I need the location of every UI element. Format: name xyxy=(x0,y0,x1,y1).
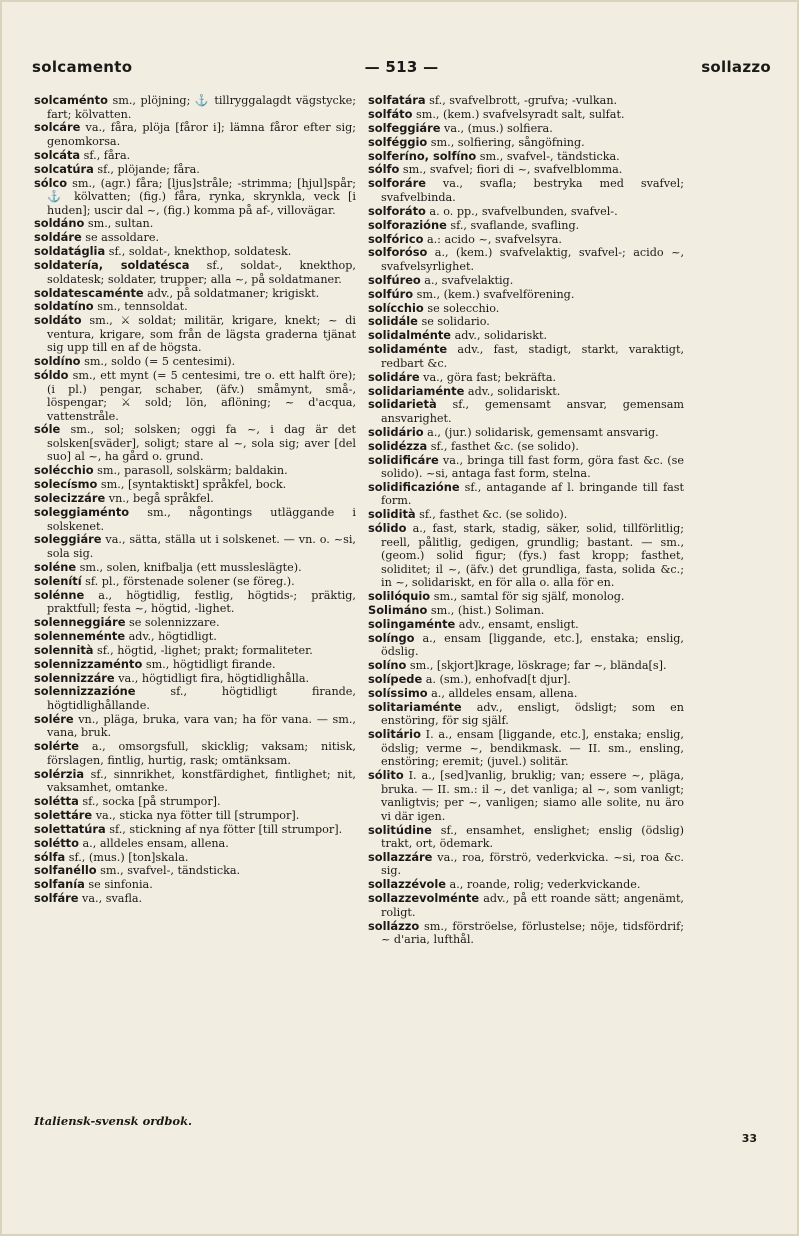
entry-headword: solétto xyxy=(34,835,79,850)
dictionary-entry xyxy=(34,245,356,259)
dictionary-entry xyxy=(34,575,356,589)
entry-definition: sm., (hist.) Soliman. xyxy=(427,604,545,618)
dictionary-entry xyxy=(368,246,684,273)
entry-headword: solérzia xyxy=(34,766,85,781)
entry-definition: sm., ⚔ soldat; militär, krigare, knekt; ~ di ventura, krigare, som från de lägsta graderna tjänat sig upp till en af de högsta. xyxy=(47,314,356,355)
entry-definition: sm., högtidligt firande. xyxy=(142,657,276,671)
entry-headword: solfúro xyxy=(368,286,414,301)
dictionary-entry xyxy=(368,385,684,399)
entry-definition: adv., ensligt, ödsligt; som en enstöring, för sig själf. xyxy=(381,700,684,728)
entry-definition: va., fåra, plöja [fåror i]; lämna fåror efter sig; genomkorsa. xyxy=(47,121,356,148)
dictionary-entry xyxy=(368,618,684,632)
dictionary-entry xyxy=(368,150,684,164)
dictionary-entry xyxy=(368,371,684,385)
entry-headword: solingaménte xyxy=(368,616,456,631)
entry-definition: sf., högtidligt firande, högtidlighållande. xyxy=(47,685,356,712)
entry-headword: solfeggiáre xyxy=(368,120,441,135)
dictionary-entry xyxy=(368,108,684,122)
entry-definition: sf., fasthet &c. (se solido). xyxy=(427,439,579,453)
entry-headword: solforáre xyxy=(368,176,426,191)
dictionary-entry xyxy=(368,673,684,687)
entry-headword: solíngo xyxy=(368,630,415,645)
entry-headword: solcáta xyxy=(34,147,81,162)
entry-headword: soldáto xyxy=(34,313,82,328)
entry-definition: sm., förströelse, förlustelse; nöje, tidsfördrif; ~ d'aria, lufthål. xyxy=(381,919,684,947)
entry-headword: solidále xyxy=(368,314,418,329)
entry-definition: sm., samtal för sig själf, monolog. xyxy=(430,590,625,604)
entry-headword: solennizzazióne xyxy=(34,684,136,699)
header-right-guideword: sollazzo xyxy=(701,58,771,76)
dictionary-entry xyxy=(34,94,356,121)
entry-definition: va., sticka nya fötter till [strumpor]. xyxy=(92,808,300,822)
entry-headword: solidarietà xyxy=(368,397,437,412)
entry-headword: soldatería, soldatésca xyxy=(34,258,190,273)
entry-headword: solitário xyxy=(368,727,421,742)
dictionary-entry xyxy=(34,177,356,218)
entry-headword: solidaménte xyxy=(368,342,448,357)
entry-definition: se solidario. xyxy=(417,315,490,329)
entry-headword: solféggio xyxy=(368,134,428,149)
dictionary-entry xyxy=(34,616,356,630)
entry-definition: a. (sm.), enhofvad[t djur]. xyxy=(422,673,571,687)
dictionary-entry xyxy=(368,824,684,851)
entry-headword: solitúdine xyxy=(368,822,432,837)
dictionary-entry xyxy=(34,149,356,163)
entry-definition: a.: acido ~, svafvelsyra. xyxy=(423,232,562,246)
entry-headword: sólito xyxy=(368,768,404,783)
entry-headword: sollazzáre xyxy=(368,849,433,864)
dictionary-entry xyxy=(34,231,356,245)
entry-headword: sóle xyxy=(34,422,61,437)
dictionary-entry xyxy=(368,701,684,728)
entry-definition: se sinfonia. xyxy=(84,878,153,892)
entry-headword: solenneggiáre xyxy=(34,614,126,629)
running-header xyxy=(32,58,771,82)
entry-definition: a., svafvelaktig. xyxy=(420,273,514,287)
dictionary-entry xyxy=(368,604,684,618)
entry-headword: solidézza xyxy=(368,438,428,453)
entry-definition: sm., (agr.) fåra; [ljus]stråle; -strimma; [hjul]spår; ⚓ kölvatten; (fig.) fåra, rynka, skrynkla, veck [i huden]; uscir dal ~, (fig.) komma på af-, villovägar. xyxy=(47,176,356,217)
entry-definition: adv., högtidligt. xyxy=(125,629,217,643)
entry-definition: sf., fasthet &c. (se solido). xyxy=(415,508,568,522)
dictionary-entry xyxy=(368,122,684,136)
entry-headword: solferíno, solfíno xyxy=(368,148,477,163)
entry-definition: sm., sol; solsken; oggi fa ~, i dag är det solsken[sväder], soligt; stare al ~, sola sig; aver [del suo] al ~, ha gård o. grund. xyxy=(47,423,356,464)
dictionary-entry xyxy=(368,426,684,440)
entry-definition: sm., solfiering, sångöfning. xyxy=(427,135,585,149)
dictionary-entry xyxy=(34,685,356,712)
entry-definition: adv., på soldatmaner; krigiskt. xyxy=(143,286,320,300)
dictionary-entry xyxy=(368,177,684,204)
entry-headword: solénne xyxy=(34,587,85,602)
dictionary-entry xyxy=(34,464,356,478)
entry-headword: solenneménte xyxy=(34,628,126,643)
entry-definition: a. o. pp., svafvelbunden, svafvel-. xyxy=(425,204,618,218)
dictionary-entry xyxy=(34,369,356,423)
dictionary-entry xyxy=(34,644,356,658)
entry-headword: solfáre xyxy=(34,891,79,906)
entry-headword: solenítí xyxy=(34,573,82,588)
entry-headword: solcaménto xyxy=(34,93,108,107)
dictionary-entry xyxy=(368,205,684,219)
entry-definition: adv., ensamt, ensligt. xyxy=(455,617,579,631)
dictionary-entry xyxy=(34,823,356,837)
entry-headword: sólfo xyxy=(368,162,400,177)
dictionary-entry xyxy=(34,492,356,506)
entry-definition: sm., sultan. xyxy=(84,217,154,231)
entry-definition: I. a., ensam [liggande, etc.], enstaka; enslig, ödslig; verme ~, bendikmask. — II. sm., ensling, enstöring; eremit; (juvel.) solitär. xyxy=(381,728,684,769)
entry-headword: solíssimo xyxy=(368,686,428,700)
entry-definition: sm., någontings utläggande i solskenet. xyxy=(47,506,356,533)
entry-definition: va., bringa till fast form, göra fast &c. (se solido). ~si, antaga fast form, stelna. xyxy=(381,453,684,481)
entry-definition: sm., [skjort]krage, löskrage; far ~, blända[s]. xyxy=(406,659,667,673)
entry-headword: solidità xyxy=(368,507,416,522)
entry-headword: soldatáglia xyxy=(34,244,106,259)
dictionary-entry xyxy=(34,713,356,740)
entry-headword: soldíno xyxy=(34,354,81,369)
entry-definition: sf., sinnrikhet, konstfärdighet, fintlighet; nit, vaksamhet, omtanke. xyxy=(47,767,356,795)
dictionary-entry xyxy=(368,878,684,892)
dictionary-entry xyxy=(34,809,356,823)
dictionary-entry xyxy=(368,136,684,150)
entry-headword: sólido xyxy=(368,521,407,536)
entry-definition: va., roa, förströ, vederkvicka. ~si, roa &c. sig. xyxy=(381,850,684,878)
entry-headword: sollázzo xyxy=(368,918,420,933)
entry-headword: solfanía xyxy=(34,877,85,892)
entry-definition: a., omsorgsfull, skicklig; vaksam; nitisk, förslagen, fintlig, hurtig, rask; omtänksam. xyxy=(47,740,356,767)
entry-headword: solfatára xyxy=(368,93,426,107)
entry-definition: sm., svafvel-, tändsticka. xyxy=(476,149,620,163)
dictionary-entry xyxy=(34,837,356,851)
dictionary-entry xyxy=(34,506,356,533)
entry-definition: sf., (mus.) [ton]skala. xyxy=(65,850,189,864)
entry-definition: adv., solidariskt. xyxy=(451,329,548,343)
entry-definition: sm., tennsoldat. xyxy=(93,300,188,314)
dictionary-entry xyxy=(368,94,684,108)
dictionary-entry xyxy=(368,508,684,522)
entry-headword: Solimáno xyxy=(368,603,428,618)
dictionary-entry xyxy=(34,589,356,616)
entry-headword: solidariaménte xyxy=(368,383,465,398)
signature-mark: 33 xyxy=(741,1132,757,1145)
entry-definition: a., ensam [liggande, etc.], enstaka; enslig, ödslig. xyxy=(381,631,684,659)
entry-definition: vn., pläga, bruka, vara van; ha för vana. — sm., vana, bruk. xyxy=(47,712,356,740)
footer-book-title: Italiensk-svensk ordbok. xyxy=(34,1114,193,1128)
entry-headword: sólco xyxy=(34,175,68,190)
dictionary-entry xyxy=(34,740,356,767)
entry-headword: soldatescaménte xyxy=(34,285,144,300)
page-number: — 513 — xyxy=(364,58,439,76)
entry-definition: adv., på ett roande sätt; angenämt, roligt. xyxy=(381,892,684,919)
entry-headword: solécchio xyxy=(34,463,94,478)
dictionary-entry xyxy=(34,864,356,878)
entry-headword: solforóso xyxy=(368,245,428,260)
dictionary-entry xyxy=(368,851,684,878)
entry-definition: I. a., [sed]vanlig, bruklig; van; essere ~, pläga, bruka. — II. sm.: il ~, det vanliga; al ~, som vanligt; vanligtvis; per ~, vanligen; siamo alle solite, nu äro vi där igen. xyxy=(381,769,684,823)
entry-definition: sf., antagande af l. bringande till fast form. xyxy=(381,480,684,508)
dictionary-entry xyxy=(34,314,356,355)
entry-headword: solecísmo xyxy=(34,477,98,492)
entry-definition: a., (jur.) solidarisk, gemensamt ansvarig. xyxy=(423,425,659,439)
entry-definition: sm., soldo (= 5 centesimi). xyxy=(80,355,236,369)
dictionary-entry xyxy=(368,163,684,177)
entry-headword: solfúreo xyxy=(368,272,421,287)
entry-definition: se solennizzare. xyxy=(125,615,220,629)
entry-headword: solilóquio xyxy=(368,589,431,604)
entry-headword: solidificazióne xyxy=(368,479,460,494)
entry-headword: solfanéllo xyxy=(34,863,97,878)
entry-headword: solidificáre xyxy=(368,452,439,467)
dictionary-entry xyxy=(368,892,684,919)
dictionary-entry xyxy=(368,288,684,302)
dictionary-entry xyxy=(368,728,684,769)
entry-definition: va., svafla. xyxy=(78,892,143,906)
entry-headword: solettáre xyxy=(34,807,93,822)
entry-definition: sm., parasoll, solskärm; baldakin. xyxy=(93,464,288,478)
entry-headword: sollazzevolménte xyxy=(368,891,480,906)
entry-definition: a., (kem.) svafvelaktig, svafvel-; acido ~, svafvelsyrlighet. xyxy=(381,246,684,273)
dictionary-entry xyxy=(368,687,684,701)
entry-headword: solitariaménte xyxy=(368,699,462,714)
entry-definition: adv., solidariskt. xyxy=(464,384,561,398)
dictionary-entry xyxy=(34,878,356,892)
entry-headword: solcatúra xyxy=(34,161,94,176)
entry-definition: sm., (kem.) svafvelsyradt salt, sulfat. xyxy=(412,107,625,121)
entry-headword: solétta xyxy=(34,794,79,808)
entry-definition: sf., svaflande, svafling. xyxy=(446,218,580,232)
entry-definition: sf., socka [på strumpor]. xyxy=(78,795,221,808)
entry-definition: sf., plöjande; fåra. xyxy=(93,162,200,176)
entry-headword: sollazzévole xyxy=(368,877,446,892)
left-column xyxy=(34,94,356,906)
entry-definition: sf., gemensamt ansvar, gemensam ansvarighet. xyxy=(381,398,684,425)
dictionary-entry xyxy=(34,768,356,795)
entry-definition: a., roande, rolig; vederkvickande. xyxy=(445,878,641,892)
entry-headword: soldáno xyxy=(34,216,85,231)
entry-definition: a., fast, stark, stadig, säker, solid, tillförlitlig; reell, pålitlig, gedigen, grundlig; bastant. — sm., (geom.) solid figur; (fys.) fast kropp; fasthet, soliditet; il ~, (äfv.) det grundliga, fasta, solida &c.; in ~, solidariskt, en för alla o. alla för en. xyxy=(381,522,684,590)
dictionary-entry xyxy=(368,233,684,247)
entry-headword: solennizzaménto xyxy=(34,656,143,671)
dictionary-entry xyxy=(34,533,356,560)
entry-definition: va., göra fast; bekräfta. xyxy=(419,370,557,384)
entry-headword: solfórico xyxy=(368,231,424,246)
dictionary-entry xyxy=(34,672,356,686)
header-left-guideword: solcamento xyxy=(32,58,133,76)
entry-definition: va., högtidligt fira, högtidlighålla. xyxy=(114,671,310,685)
entry-definition: a., högtidlig, festlig, högtids-; präktig, praktfull; festa ~, högtid, -lighet. xyxy=(47,588,356,616)
dictionary-entry xyxy=(368,302,684,316)
dictionary-entry xyxy=(34,851,356,865)
dictionary-entry xyxy=(34,423,356,464)
entry-headword: soldáre xyxy=(34,230,82,245)
entry-definition: va., svafla; bestryka med svafvel; svafvelbinda. xyxy=(381,177,684,204)
dictionary-entry xyxy=(34,121,356,148)
entry-definition: a., alldeles ensam, allena. xyxy=(427,687,578,700)
dictionary-entry xyxy=(34,892,356,906)
dictionary-entry xyxy=(368,632,684,659)
entry-definition: sm., [syntaktiskt] språkfel, bock. xyxy=(97,478,287,492)
entry-definition: se solecchio. xyxy=(423,301,500,315)
dictionary-entry xyxy=(368,481,684,508)
dictionary-entry xyxy=(34,355,356,369)
entry-headword: solfáto xyxy=(368,106,413,121)
entry-headword: soldatíno xyxy=(34,299,94,314)
entry-definition: sf., soldat-, knekthop, soldatesk. xyxy=(105,245,292,259)
dictionary-entry xyxy=(34,795,356,809)
entry-headword: solére xyxy=(34,711,74,726)
dictionary-entry xyxy=(34,287,356,301)
entry-headword: solípede xyxy=(368,672,423,687)
entry-definition: sf., högtid, -lighet; prakt; formaliteter. xyxy=(93,643,313,657)
dictionary-entry xyxy=(34,259,356,286)
entry-headword: solidário xyxy=(368,424,424,439)
right-column xyxy=(368,94,684,947)
entry-definition: sf. pl., förstenade solener (se föreg.). xyxy=(81,574,295,588)
entry-headword: sóldo xyxy=(34,368,69,383)
entry-definition: sf., ensamhet, enslighet; enslig (ödslig) trakt, ort, ödemark. xyxy=(381,823,684,851)
dictionary-entry xyxy=(368,440,684,454)
entry-headword: solérte xyxy=(34,739,80,754)
entry-definition: sf., fåra. xyxy=(80,148,131,162)
entry-headword: solidáre xyxy=(368,369,420,384)
entry-definition: sm., solen, knifbalja (ett mussleslägte). xyxy=(76,560,302,574)
entry-headword: solíno xyxy=(368,658,407,673)
entry-definition: sm., plöjning; ⚓ tillryggalagdt vägstycke; fart; kölvatten. xyxy=(47,94,356,121)
entry-headword: solennizzáre xyxy=(34,670,115,685)
entry-headword: soleggiáre xyxy=(34,532,102,547)
dictionary-entry xyxy=(34,300,356,314)
dictionary-entry xyxy=(34,658,356,672)
entry-headword: soleggiaménto xyxy=(34,505,130,520)
entry-definition: sm., (kem.) svafvelförening. xyxy=(413,287,575,301)
entry-definition: sf., soldat-, knekthop, soldatesk; soldater, trupper; alla ~, på soldatmaner. xyxy=(47,259,356,286)
dictionary-entry xyxy=(368,315,684,329)
entry-headword: solcáre xyxy=(34,120,81,135)
entry-headword: solícchio xyxy=(368,300,424,315)
dictionary-entry xyxy=(368,274,684,288)
entry-definition: sm., ett mynt (= 5 centesimi, tre o. ett halft öre); (i pl.) pengar, schaber, (äfv.) småmynt, små-, löspengar; ⚔ sold; lön, aflöning; ~ d'acqua, vattenstråle. xyxy=(47,369,356,423)
dictionary-entry xyxy=(368,343,684,370)
entry-definition: sm., svafvel; fiori di ~, svafvelblomma. xyxy=(399,163,623,177)
entry-definition: va., (mus.) solfiera. xyxy=(440,121,553,135)
entry-definition: sf., svafvelbrott, -grufva; -vulkan. xyxy=(425,94,618,107)
dictionary-entry xyxy=(368,329,684,343)
dictionary-entry xyxy=(368,454,684,481)
dictionary-entry xyxy=(368,590,684,604)
page-footer xyxy=(34,1114,771,1145)
dictionary-entry xyxy=(34,217,356,231)
dictionary-entry xyxy=(368,522,684,590)
dictionary-entry xyxy=(34,478,356,492)
entry-headword: solforáto xyxy=(368,203,426,218)
dictionary-entry xyxy=(368,219,684,233)
entry-headword: solennità xyxy=(34,642,94,657)
dictionary-entry xyxy=(34,163,356,177)
entry-definition: se assoldare. xyxy=(81,231,159,245)
entry-headword: soléne xyxy=(34,559,77,574)
dictionary-entry xyxy=(368,398,684,425)
dictionary-entry xyxy=(34,630,356,644)
entry-headword: sólfa xyxy=(34,849,66,864)
entry-headword: solidalménte xyxy=(368,328,452,343)
entry-headword: solecizzáre xyxy=(34,491,106,506)
entry-definition: vn., begå språkfel. xyxy=(105,492,214,506)
entry-definition: va., sätta, ställa ut i solskenet. — vn. o. ~si, sola sig. xyxy=(47,533,356,560)
entry-definition: adv., fast, stadigt, starkt, varaktigt, redbart &c. xyxy=(381,343,684,370)
entry-headword: solforazióne xyxy=(368,217,447,232)
dictionary-entry xyxy=(34,561,356,575)
dictionary-entry xyxy=(368,769,684,823)
entry-headword: solettatúra xyxy=(34,821,106,836)
entry-definition: sm., svafvel-, tändsticka. xyxy=(96,864,241,878)
entry-definition: a., alldeles ensam, allena. xyxy=(78,836,229,850)
dictionary-entry xyxy=(368,920,684,947)
entry-definition: sf., stickning af nya fötter [till strumpor]. xyxy=(105,822,343,836)
dictionary-entry xyxy=(368,659,684,673)
